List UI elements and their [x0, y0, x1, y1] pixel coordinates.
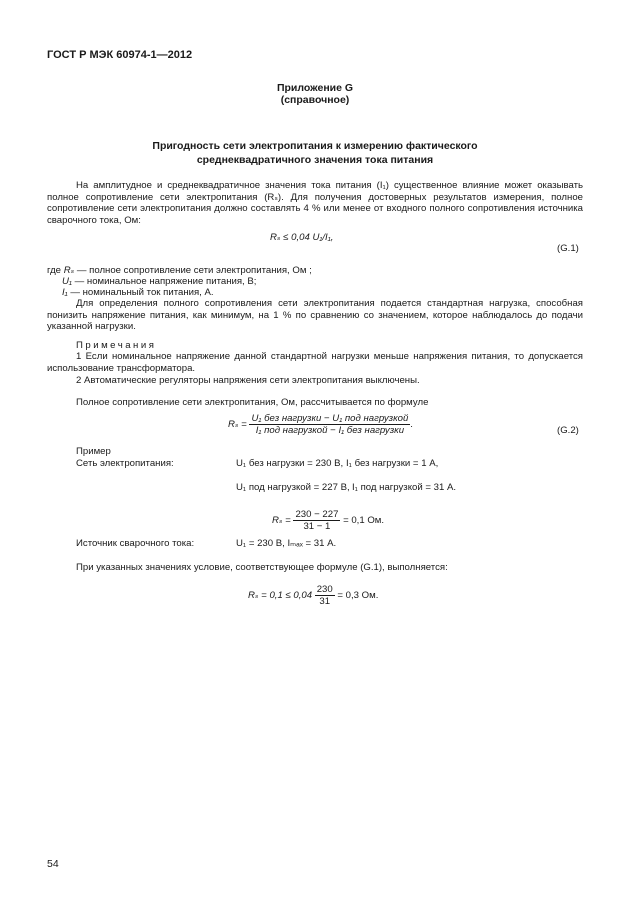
numerator-term-a: U₁ без нагрузки [251, 413, 322, 424]
final-formula [248, 584, 378, 607]
example-calculation [272, 509, 384, 532]
annex-title: Приложение G [276, 82, 354, 94]
formula-g2-fraction [249, 413, 410, 436]
page-number: 54 [47, 858, 59, 870]
formula-g1-text: Rₛ ≤ 0,04 U₁/I₁, [270, 232, 334, 243]
source-label: Источник сварочного тока: [76, 538, 195, 549]
notes-heading: Примечания [76, 340, 157, 351]
final-formula-numerator: 230 [316, 584, 333, 595]
example-heading: Пример [76, 446, 111, 457]
formula-g2-denominator: I₁ под нагрузкой − I₁ без нагрузки [255, 425, 405, 436]
annex-subtitle: (справочное) [280, 94, 350, 106]
supply-label: Сеть электропитания: [76, 458, 174, 469]
numerator-term-b: U₁ под нагрузкой [332, 413, 409, 424]
final-formula-fraction [315, 584, 335, 607]
example-calc-numerator: 230 − 227 [295, 509, 339, 520]
definition-text: — полное сопротивление сети электропитания, Ом ; [76, 265, 312, 276]
formula-g1 [270, 232, 333, 243]
definition-row [62, 276, 256, 288]
document-code: ГОСТ Р МЭК 60974-1—2012 [47, 49, 193, 61]
supply-row-2-current: I₁ под нагрузкой = 31 А. [352, 482, 457, 493]
formula-intro-paragraph: Полное сопротивление сети электропитания, Ом, рассчитывается по формуле [76, 397, 429, 408]
definition-row [62, 287, 214, 299]
formula-g2: Rₛ = $\frac{\text{U₁ без нагрузки − U₁ под нагрузкой}}{\text{I₁ под нагрузкой − I₁ без нагрузки}}$ . [228, 413, 413, 436]
definition-symbol: Rₛ [63, 265, 75, 276]
section-title-line1: Пригодность сети электропитания к измерению фактического [152, 140, 478, 152]
intro-paragraph: На амплитудное и среднеквадратичное значения тока питания (I₁) существенное влияние может оказывать полное сопротивление сети электропитания (Rₛ). Для получения достоверных результатов измерения, полное сопротивление сети электропитания должно составлять 4 % или менее от входного полного сопротивления источника сварочного тока, Ом: [47, 180, 583, 226]
definition-row [47, 265, 312, 277]
definition-prefix: где [47, 265, 62, 276]
supply-row-1-voltage: U₁ без нагрузки = 230 В, [236, 458, 344, 469]
example-calc-rhs: = 0,1 Ом. [343, 515, 385, 527]
final-formula-rhs: = 0,3 Ом. [337, 590, 379, 602]
example-calc-lhs: Rₛ = [272, 515, 291, 527]
formula-g2-label: (G.2) [557, 425, 579, 436]
formula-g1-label: (G.1) [557, 243, 579, 254]
section-title-line2: среднеквадратичного значения тока питания [196, 154, 434, 166]
supply-row-1-current: I₁ без нагрузки = 1 А, [346, 458, 439, 469]
denominator-term-b: I₁ без нагрузки [338, 425, 405, 436]
supply-row-2-voltage: U₁ под нагрузкой = 227 В, [236, 482, 350, 493]
load-paragraph: Для определения полного сопротивления сети электропитания подается стандартная нагрузка, способная понизить напряжение питания, как минимум, на 1 % по сравнению со значением, которое наблюдалось до подачи указанной нагрузки. [47, 298, 583, 332]
note-1: 1 Если номинальное напряжение данной стандартной нагрузки меньше напряжения питания, то допускается использование трансформатора. [47, 351, 583, 374]
definition-text: — номинальный ток питания, А. [70, 287, 214, 298]
final-formula-lhs: Rₛ = 0,1 ≤ 0,04 [248, 590, 313, 602]
example-calc-fraction [293, 509, 340, 532]
denominator-term-a: I₁ под нагрузкой [255, 425, 328, 436]
source-values: U₁ = 230 В, Iₘₐₓ = 31 А. [236, 538, 337, 549]
definition-symbol: I₁ [62, 287, 68, 298]
formula-g2-lhs: Rₛ = [228, 419, 247, 431]
definition-text: — номинальное напряжение питания, В; [74, 276, 257, 287]
final-formula-denominator: 31 [319, 596, 331, 607]
condition-paragraph: При указанных значениях условие, соответствующее формуле (G.1), выполняется: [76, 562, 448, 573]
example-calc-denominator: 31 − 1 [303, 521, 331, 532]
note-2: 2 Автоматические регуляторы напряжения сети электропитания выключены. [76, 375, 420, 386]
formula-g2-numerator: U₁ без нагрузки − U₁ под нагрузкой [251, 413, 409, 424]
definition-symbol: U₁ [62, 276, 72, 287]
